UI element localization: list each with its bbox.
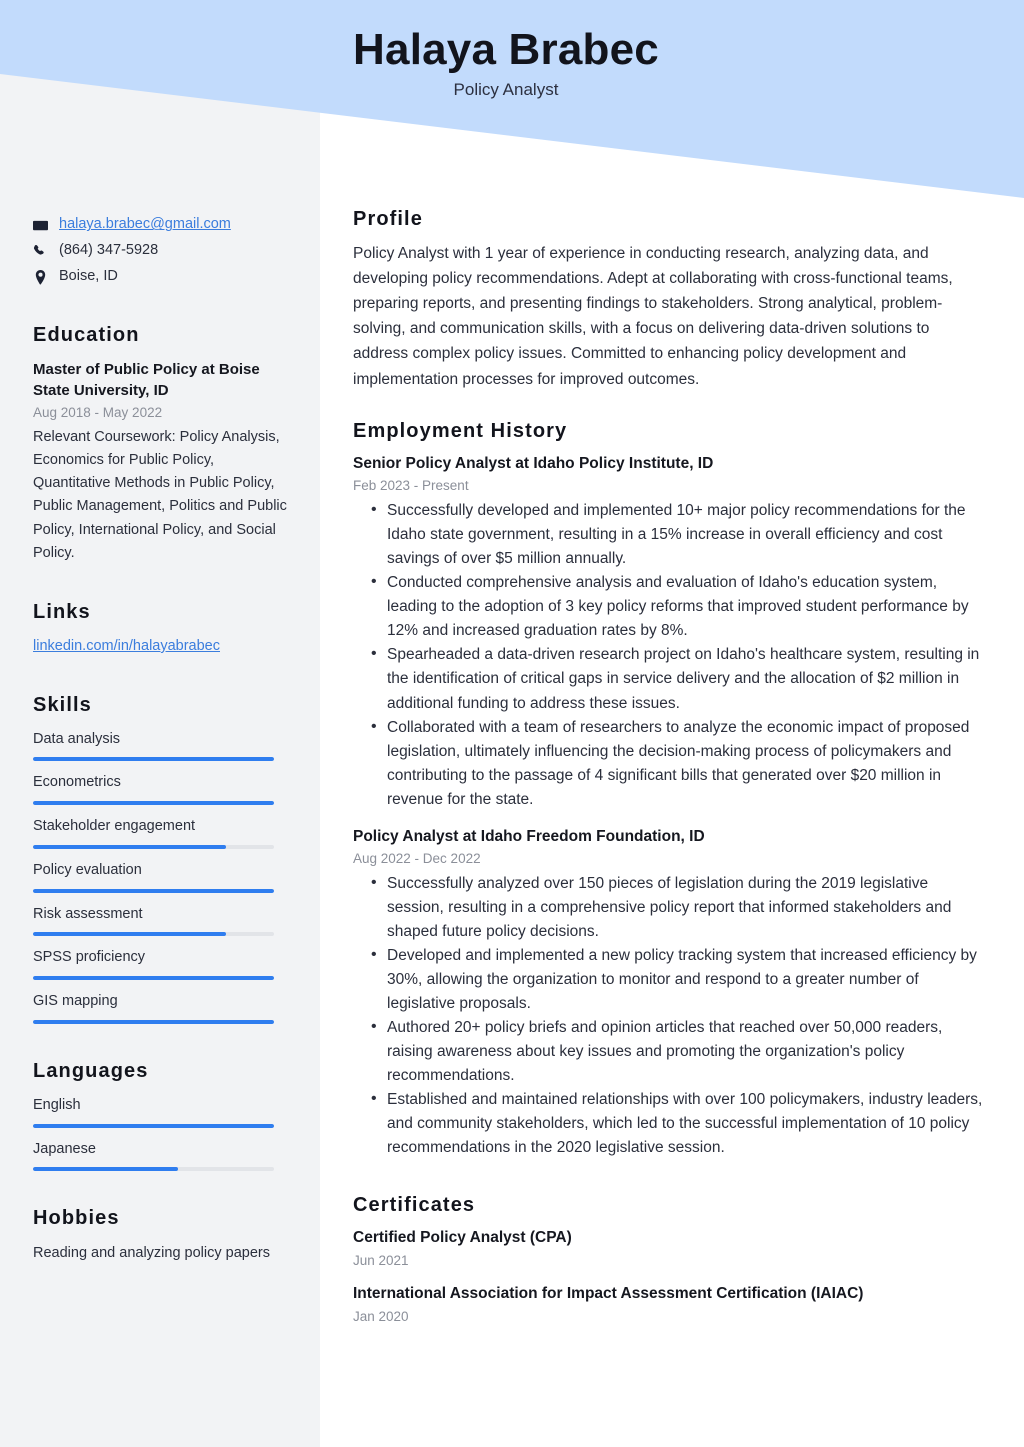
language-item <box>33 1095 289 1128</box>
envelope-icon <box>33 218 53 233</box>
job-bullet: • Successfully analyzed over 150 pieces of legislation during the 2019 legislative session, resulting in a comprehensive policy report that informed stakeholders and shaped future policy decisions. <box>387 872 985 944</box>
hobbies-section <box>33 1207 289 1265</box>
skill-item <box>33 947 289 980</box>
skill-item-fill <box>33 889 274 893</box>
language-item <box>33 1139 289 1172</box>
skill-item <box>33 816 289 849</box>
language-item-track <box>33 1167 274 1171</box>
education-section <box>33 324 289 565</box>
education-degree: Master of Public Policy at Boise State University, ID <box>33 361 260 400</box>
job-bullet-list <box>353 872 985 1160</box>
skill-item-label: Econometrics <box>33 774 121 791</box>
location-pin-icon <box>33 270 53 285</box>
location-value: Boise, ID <box>59 268 118 285</box>
skill-item <box>33 991 289 1024</box>
skill-item-track <box>33 845 274 849</box>
job-date: Aug 2022 - Dec 2022 <box>353 851 481 867</box>
job-bullet: • Established and maintained relationships with over 100 policymakers, industry leaders, and community stakeholders, which led to the successful implementation of 10 policy recommendations in the 2020 legislative session. <box>387 1088 985 1160</box>
education-description: Relevant Coursework: Policy Analysis, Economics for Public Policy, Quantitative Methods in Public Policy, Public Management, Politics and Public Policy, International Policy, and Social Policy. <box>33 428 287 561</box>
employment-heading: Employment History <box>353 419 568 442</box>
linkedin-link[interactable]: linkedin.com/in/halayabrabec <box>33 637 220 654</box>
job-title: Senior Policy Analyst at Idaho Policy Institute, ID <box>353 454 714 472</box>
skill-item-track <box>33 932 274 936</box>
language-item-label: Japanese <box>33 1140 96 1157</box>
links-section <box>33 601 289 658</box>
certificates-heading: Certificates <box>353 1194 476 1217</box>
skill-item <box>33 904 289 937</box>
hobbies-heading: Hobbies <box>33 1207 120 1230</box>
email-value[interactable]: halaya.brabec@gmail.com <box>59 216 231 233</box>
job-date: Feb 2023 - Present <box>353 478 469 494</box>
certificates-list <box>353 1227 985 1326</box>
job-bullet: • Spearheaded a data-driven research project on Idaho's healthcare system, resulting in the identification of critical gaps in service delivery and the allocation of $2 million in additional funding to address these issues. <box>387 643 985 715</box>
profile-heading: Profile <box>353 208 423 230</box>
skill-item-track <box>33 1020 274 1024</box>
skill-item-fill <box>33 845 226 849</box>
job-entry <box>353 826 985 1161</box>
skill-item-fill <box>33 976 274 980</box>
skill-item <box>33 860 289 893</box>
language-item-fill <box>33 1124 274 1128</box>
language-item-fill <box>33 1167 178 1171</box>
certificate-date: Jan 2020 <box>353 1308 409 1324</box>
skill-item-fill <box>33 757 274 761</box>
skill-item-track <box>33 889 274 893</box>
sidebar-column <box>33 214 289 1266</box>
candidate-name: Halaya Brabec <box>353 25 659 74</box>
skill-item-track <box>33 976 274 980</box>
certificate-entry <box>353 1227 985 1271</box>
job-bullet: • Developed and implemented a new policy tracking system that increased efficiency by 30%, allowing the organization to monitor and respond to a greater number of legislative proposals. <box>387 944 985 1016</box>
skill-item-fill <box>33 932 226 936</box>
phone-value: (864) 347-5928 <box>59 242 159 259</box>
skill-item-label: GIS mapping <box>33 993 118 1010</box>
job-entry <box>353 453 985 812</box>
skill-item-label: Data analysis <box>33 730 121 747</box>
links-heading: Links <box>33 600 91 623</box>
candidate-job-title: Policy Analyst <box>453 79 559 99</box>
skills-section <box>33 694 289 1024</box>
languages-list <box>33 1095 289 1172</box>
skill-item-label: Stakeholder engagement <box>33 818 196 835</box>
skill-item-label: SPSS proficiency <box>33 949 146 966</box>
jobs-list <box>353 453 985 1161</box>
phone-icon <box>33 244 53 259</box>
languages-section <box>33 1060 289 1172</box>
job-bullet: • Conducted comprehensive analysis and evaluation of Idaho's education system, leading to the adoption of 3 key policy reforms that improved student performance by 12% and increased graduation rates by 8%. <box>387 571 985 643</box>
skills-heading: Skills <box>33 693 92 716</box>
skills-list <box>33 729 289 1024</box>
education-date: Aug 2018 - May 2022 <box>33 404 163 420</box>
skill-item-fill <box>33 1020 274 1024</box>
profile-section <box>353 208 985 392</box>
skill-item-track <box>33 801 274 805</box>
certificate-title: International Association for Impact Assessment Certification (IAIAC) <box>353 1285 864 1303</box>
job-title: Policy Analyst at Idaho Freedom Foundation, ID <box>353 827 705 845</box>
skill-item-fill <box>33 801 274 805</box>
job-bullet: • Collaborated with a team of researchers to analyze the economic impact of proposed legislation, ultimately influencing the decision-making process of policymakers and contributing to the passage of 4 significant bills that generated over $20 million in revenue for the state. <box>387 716 985 812</box>
skill-item-track <box>33 757 274 761</box>
skill-item-label: Risk assessment <box>33 905 143 922</box>
skill-item <box>33 729 289 762</box>
certificate-title: Certified Policy Analyst (CPA) <box>353 1229 572 1247</box>
skill-item <box>33 772 289 805</box>
main-column <box>353 208 985 1339</box>
education-heading: Education <box>33 324 140 346</box>
header-text-group <box>0 26 1024 100</box>
job-bullet: • Successfully developed and implemented 10+ major policy recommendations for the Idaho state government, resulting in a 15% increase in overall efficiency and cost savings of over $5 million annually. <box>387 499 985 571</box>
contact-item-phone <box>33 240 289 262</box>
job-bullet: • Authored 20+ policy briefs and opinion articles that reached over 50,000 readers, raising awareness about key issues and promoting the organization's policy recommendations. <box>387 1016 985 1088</box>
certificates-section <box>353 1194 985 1326</box>
contact-list <box>33 214 289 288</box>
contact-item-location <box>33 266 289 288</box>
job-bullet-list <box>353 499 985 811</box>
language-item-track <box>33 1124 274 1128</box>
languages-heading: Languages <box>33 1059 149 1082</box>
profile-text: Policy Analyst with 1 year of experience in conducting research, analyzing data, and developing policy recommendations. Adept at collaborating with cross-functional teams, preparing reports, and presenting findings to stakeholders. Strong analytical, problem-solving, and communication skills, with a focus on delivering data-driven solutions to address complex policy issues. Committed to enhancing policy development and implementation processes for improved outcomes. <box>353 245 953 388</box>
certificate-entry <box>353 1283 985 1327</box>
language-item-label: English <box>33 1096 81 1113</box>
hobbies-text: Reading and analyzing policy papers <box>33 1245 270 1262</box>
contact-item-email[interactable] <box>33 214 289 236</box>
employment-section <box>353 420 985 1161</box>
skill-item-label: Policy evaluation <box>33 861 142 878</box>
certificate-date: Jun 2021 <box>353 1252 409 1268</box>
